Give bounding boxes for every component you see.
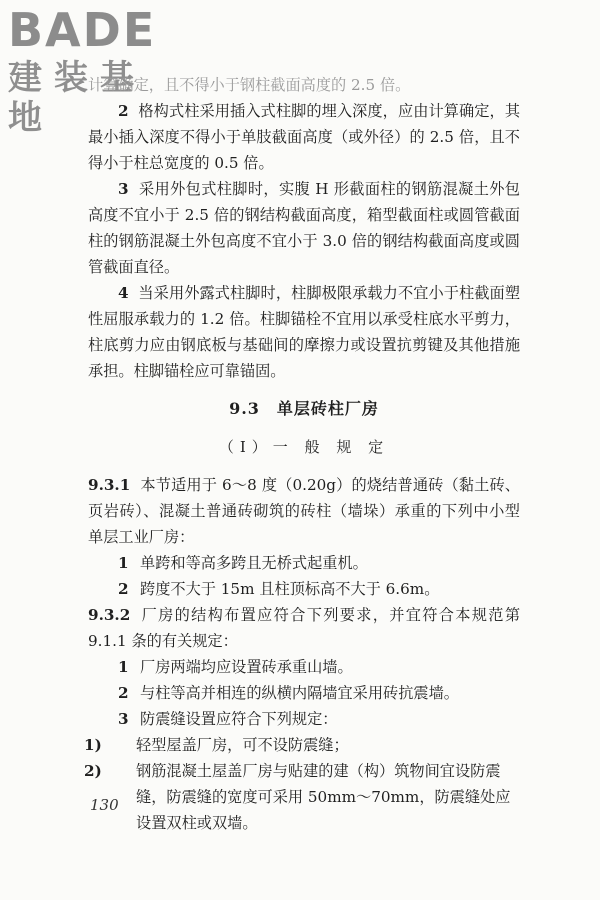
item-text: 跨度不大于 15m 且柱顶标高不大于 6.6m。 [140,580,440,598]
list-item [88,550,520,576]
item-number: 4 [118,284,129,302]
paragraph-item-3 [88,176,520,280]
item-text: 当采用外露式柱脚时，柱脚极限承载力不宜小于柱截面塑性屈服承载力的 1.2 倍。柱脚锚栓不宜用以承受柱底水平剪力，柱底剪力应由钢底板与基础间的摩擦力或设置抗剪键及其他措施承担。柱脚锚栓应可靠锚固。 [88,284,521,380]
item-number: 2 [118,684,129,702]
paragraph-tail-text: 计算确定，且不得小于钢柱截面高度的 2.5 倍。 [88,76,411,94]
list-item [88,680,520,706]
item-text: 与柱等高并相连的纵横内隔墙宜采用砖抗震墙。 [140,684,459,702]
subitem-number: 2) [84,762,102,780]
clause-number: 9.3.2 [88,606,131,624]
item-text: 格构式柱采用插入式柱脚的埋入深度，应由计算确定，其最小插入深度不得小于单肢截面高度（或外径）的 2.5 倍，且不得小于柱总宽度的 0.5 倍。 [88,102,521,172]
item-number: 1 [118,554,129,572]
logo-cjk-text: 建装基地 [8,58,146,138]
clause-number: 9.3.1 [88,476,131,494]
page-number: 130 [90,796,119,814]
item-number: 2 [118,580,129,598]
subitem-number: 1) [84,736,102,754]
body-text [84,72,521,836]
paragraph-tail [88,72,520,98]
subitem-text: 轻型屋盖厂房，可不设防震缝； [136,736,349,754]
subitem-text: 钢筋混凝土屋盖厂房与贴建的建（构）筑物间宜设防震缝，防震缝的宽度可采用 50mm～70mm，防震缝处应设置双柱或双墙。 [136,762,511,832]
item-number: 2 [118,102,129,120]
item-number: 1 [118,658,129,676]
clause-9-3-1 [88,472,520,550]
paragraph-item-4 [88,280,520,384]
sub-list-item [84,758,520,836]
list-item [88,654,520,680]
list-item [88,706,520,732]
paragraph-item-2 [88,98,520,176]
item-text: 防震缝设置应符合下列规定： [140,710,338,728]
clause-text: 厂房的结构布置应符合下列要求，并宜符合本规范第 9.1.1 条的有关规定： [88,606,520,650]
clause-text: 本节适用于 6～8 度（0.20g）的烧结普通砖（黏土砖、页岩砖）、混凝土普通砖砌筑的砖柱（墙垛）承重的下列中小型单层工业厂房： [88,476,520,546]
clause-9-3-2 [88,602,520,654]
section-title: 9.3 单层砖柱厂房 [229,399,379,418]
sub-list-item [84,732,520,758]
item-text: 采用外包式柱脚时，实腹 H 形截面柱的钢筋混凝土外包高度不宜小于 2.5 倍的钢结构截面高度，箱型截面柱或圆管截面柱的钢筋混凝土外包高度不宜小于 3.0 倍的钢结构截面高度或圆管截面直径。 [88,180,520,276]
item-text: 单跨和等高多跨且无桥式起重机。 [140,554,368,572]
section-subtitle: （Ⅰ）一 般 规 定 [218,438,390,456]
list-item [88,576,520,602]
item-number: 3 [118,180,129,198]
logo-latin-text: BADE [8,3,157,57]
item-text: 厂房两端均应设置砖承重山墙。 [140,658,353,676]
item-number: 3 [118,710,129,728]
